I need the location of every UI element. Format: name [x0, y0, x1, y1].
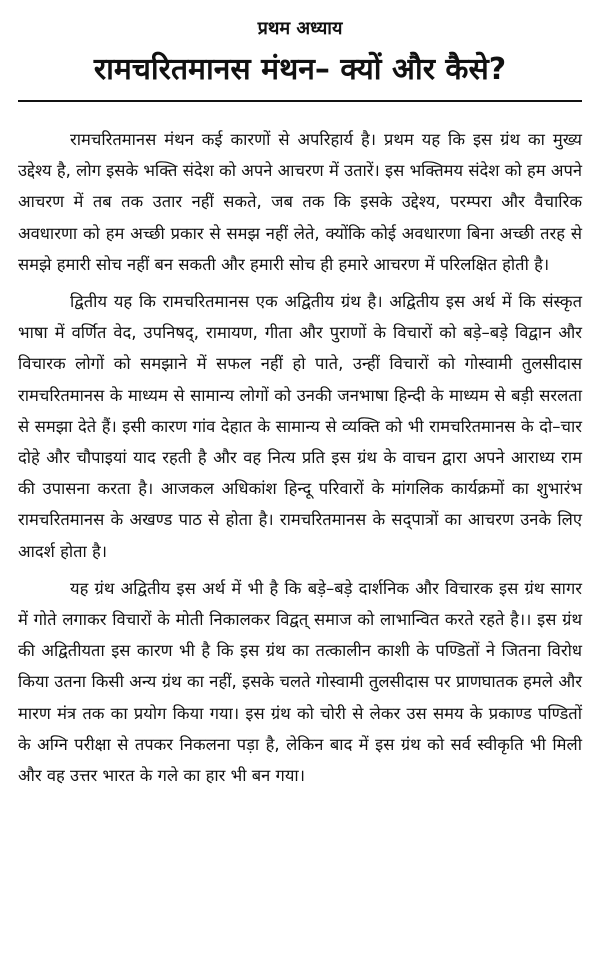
paragraph-1: रामचरितमानस मंथन कई कारणों से अपरिहार्य है। प्रथम यह कि इस ग्रंथ का मुख्य उद्देश्य है, लोग इसके भक्ति संदेश को अपने आचरण में उतारें। इस भक्तिमय संदेश को हम अपने आचरण में तब तक उतार नहीं सकते, जब तक कि इसके उद्देश्य, परम्परा और वैचारिक अवधारणा को हम अच्छी प्रकार से समझ नहीं लेते, क्योंकि कोई अवधारणा बिना अच्छी तरह से समझे हमारी सोच नहीं बन सकती और हमारी सोच ही हमारे आचरण में परिलक्षित होती है।: [18, 130, 582, 274]
chapter-label: प्रथम अध्याय: [257, 18, 343, 39]
chapter-title: रामचरितमानस मंथन– क्यों और कैसे?: [18, 50, 582, 102]
paragraph-2: द्वितीय यह कि रामचरितमानस एक अद्वितीय ग्रंथ है। अद्वितीय इस अर्थ में कि संस्कृत भाषा में वर्णित वेद, उपनिषद्, रामायण, गीता और पुराणों के विचारों को बड़े–बड़े विद्वान और विचारक लोगों को समझाने में सफल नहीं हो पाते, उन्हीं विचारों को गोस्वामी तुलसीदास रामचरितमानस के माध्यम से सामान्य लोगों को उनकी जनभाषा हिन्दी के माध्यम से बड़ी सरलता से समझा देते हैं। इसी कारण गांव देहात के सामान्य से व्यक्ति को भी रामचरितमानस के दो–चार दोहे और चौपाइयां याद रहती है और वह नित्य प्रति इस ग्रंथ के वाचन द्वारा अपने आराध्य राम की उपासना करता है। आजकल अधिकांश हिन्दू परिवारों के मांगलिक कार्यक्रमों का शुभारंभ रामचरितमानस के अखण्ड पाठ से होता है। रामचरितमानस के सद्पात्रों का आचरण उनके लिए आदर्श होता है।: [18, 292, 582, 561]
body-text: [18, 124, 582, 791]
paragraph-3: यह ग्रंथ अद्वितीय इस अर्थ में भी है कि बड़े–बड़े दार्शनिक और विचारक इस ग्रंथ सागर में गोते लगाकर विचारों के मोती निकालकर विद्वत् समाज को लाभान्वित करते रहते है।। इस ग्रंथ की अद्वितीयता इस कारण भी है कि इस ग्रंथ का तत्कालीन काशी के पण्डितों ने जितना विरोध किया उतना किसी अन्य ग्रंथ का नहीं, इसके चलते गोस्वामी तुलसीदास पर प्राणघातक हमले और मारण मंत्र तक का प्रयोग किया गया। इस ग्रंथ को चोरी से लेकर उस समय के प्रकाण्ड पण्डितों के अग्नि परीक्षा से तपकर निकलना पड़ा है, लेकिन बाद में इस ग्रंथ को सर्व स्वीकृति भी मिली और वह उत्तर भारत के गले का हार भी बन गया।: [18, 578, 582, 786]
